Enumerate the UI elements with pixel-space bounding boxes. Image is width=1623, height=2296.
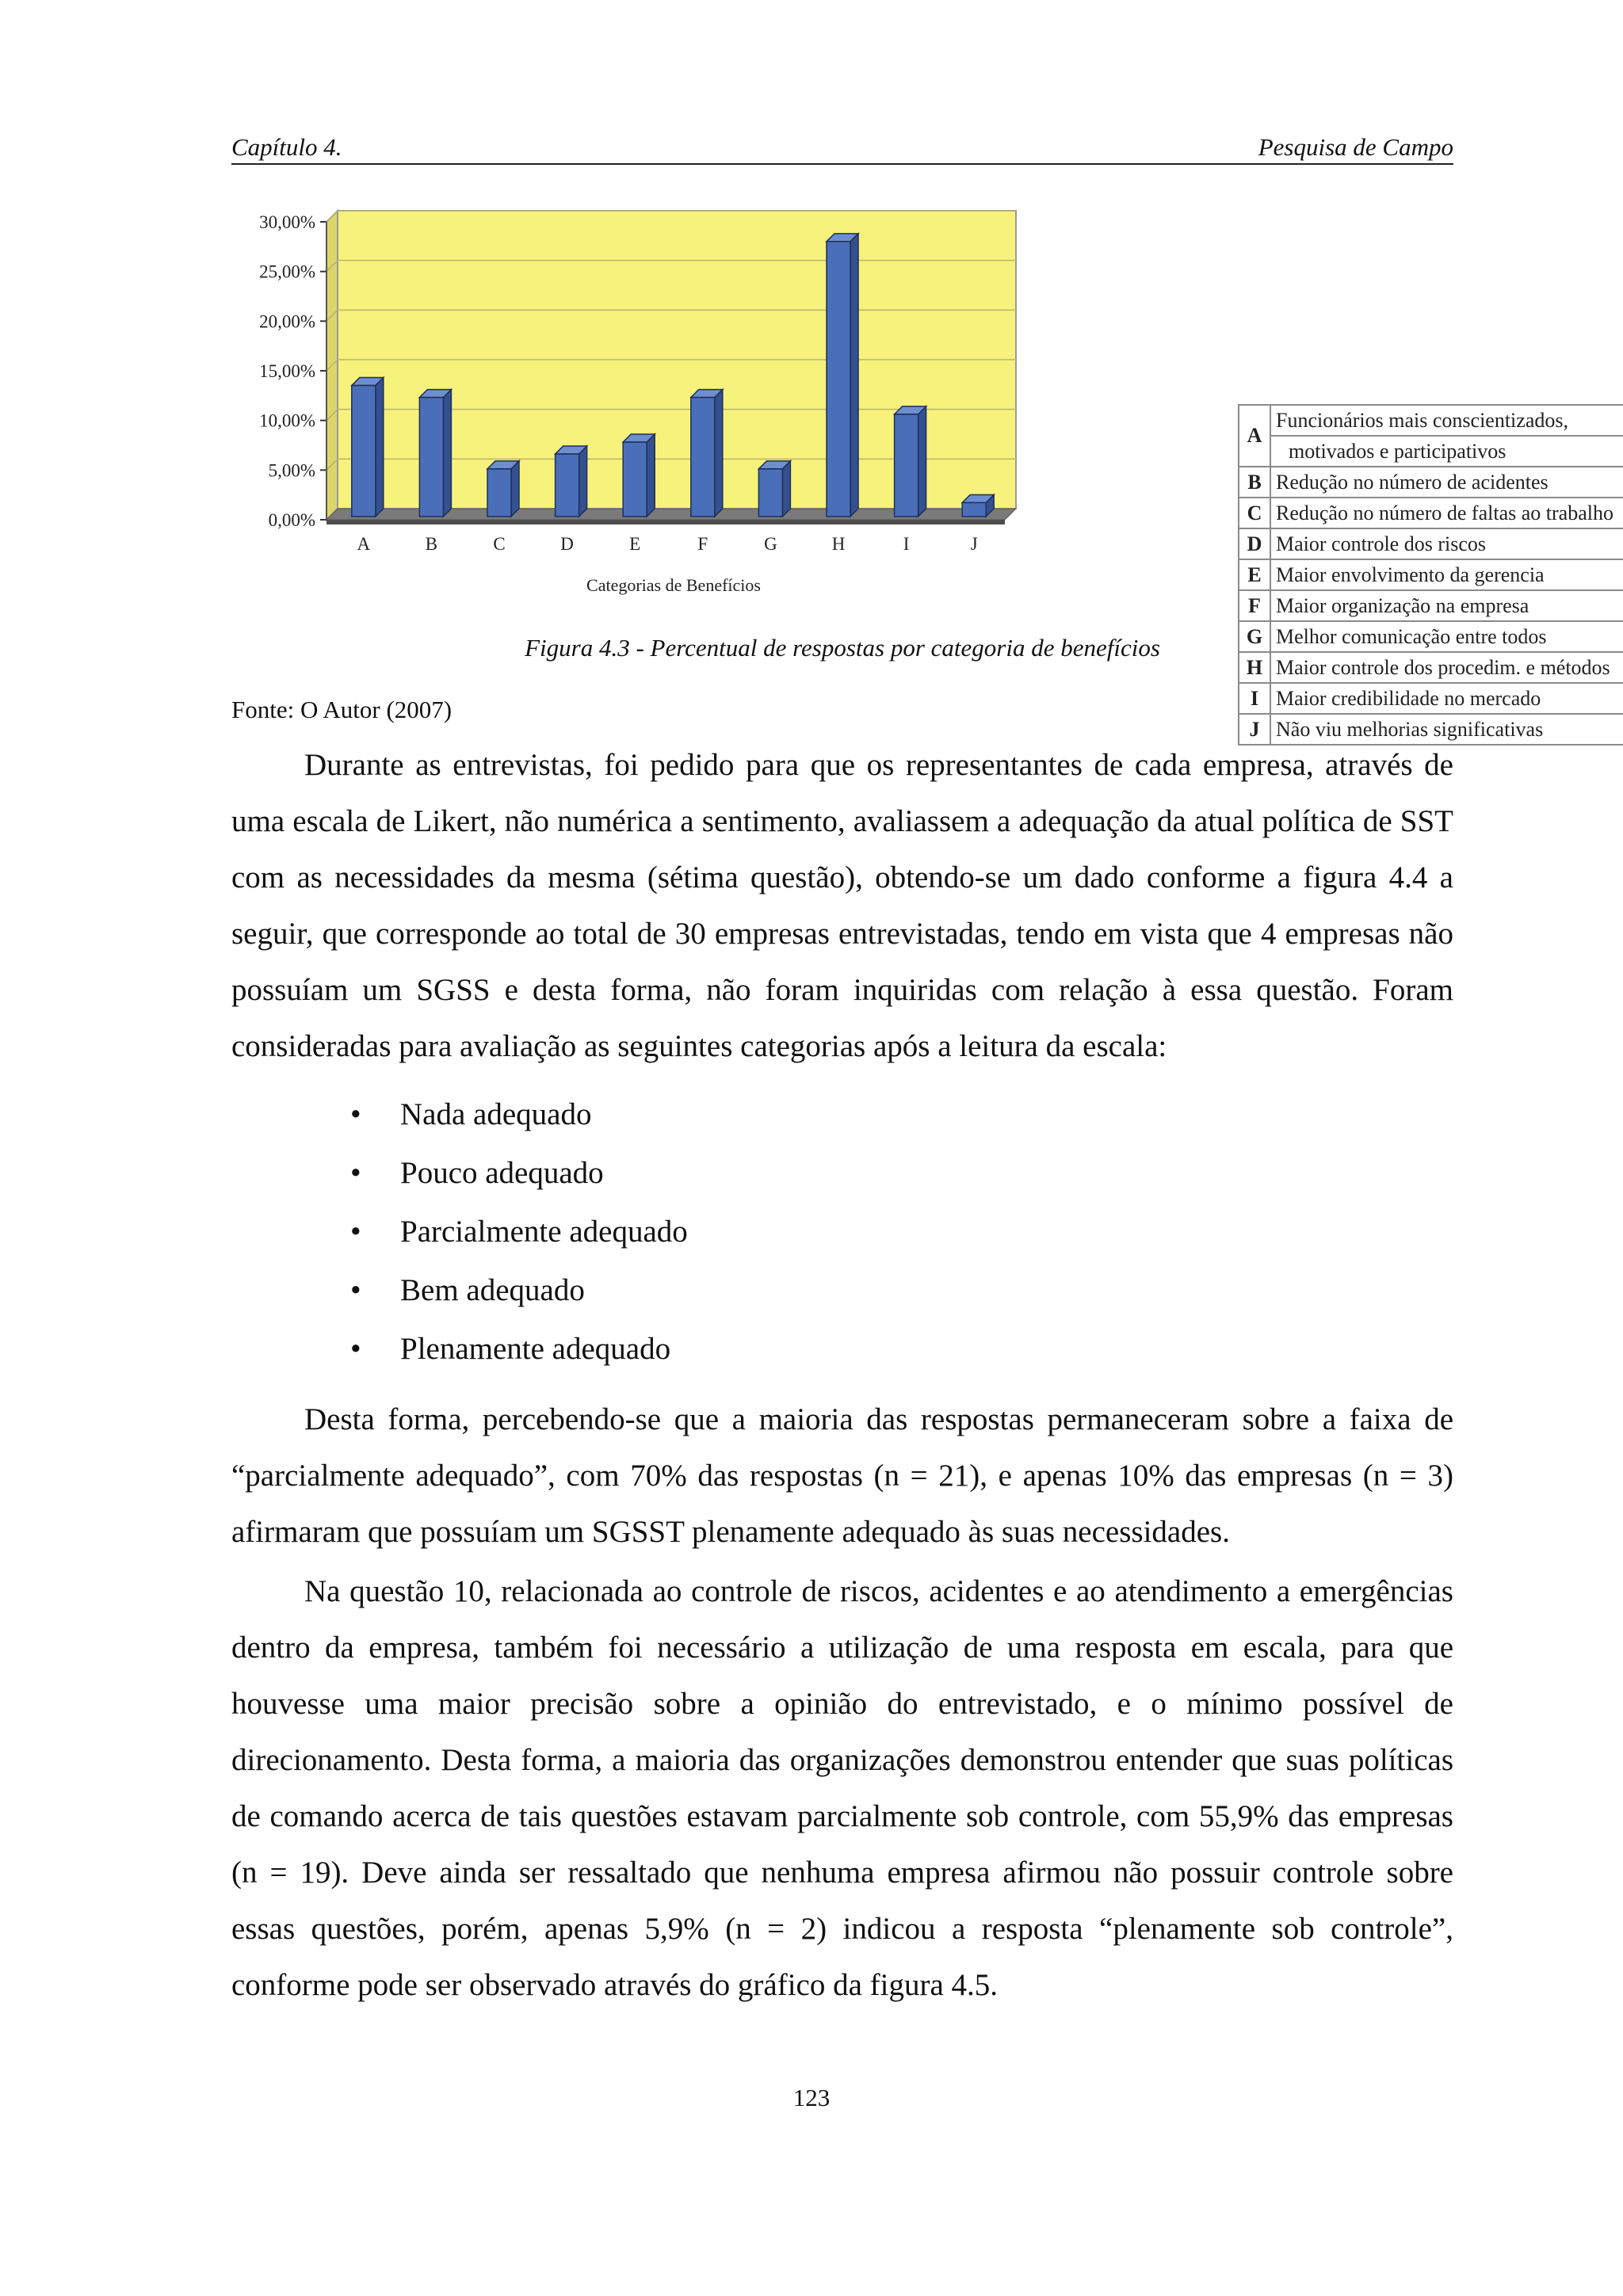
legend-label: Maior credibilidade no mercado [1270,683,1623,714]
bar-J [962,494,994,517]
legend-label: Redução no número de faltas ao trabalho [1270,498,1623,528]
x-tick-label: G [764,534,777,554]
list-item-text: Pouco adequado [400,1156,604,1190]
x-tick-label: A [357,534,371,554]
bullet-icon: • [350,1215,361,1249]
legend-label: Funcionários mais conscientizados, [1270,405,1623,436]
bullet-list [231,1085,1453,1379]
chapter-label: Capítulo 4. [231,133,342,161]
legend-label: Maior organização na empresa [1270,590,1623,621]
figure-source: Fonte: O Autor (2007) [231,696,453,723]
legend-label-continuation: motivados e participativos [1270,436,1623,467]
legend-row-E [1239,559,1623,590]
bar-side [715,390,723,517]
list-item [231,1085,1453,1144]
legend-row-B [1239,467,1623,498]
legend-key: E [1239,559,1270,590]
bullet-icon: • [350,1156,361,1190]
y-tick-label: 15,00% [259,361,315,381]
legend-key: B [1239,467,1270,498]
legend-key: C [1239,498,1270,528]
list-item-text: Plenamente adequado [400,1332,671,1366]
section-label: Pesquisa de Campo [1258,133,1453,161]
bar-front [556,454,579,517]
bullet-icon: • [350,1332,361,1366]
paragraph-2: Desta forma, percebendo-se que a maioria das respostas permaneceram sobre a faixa de “parcialmente adequado”, com 70% das respostas (n = 21), e apenas 10% das empresas (n = 3) afirmaram que possuíam um SGSST plenamente adequado às suas necessidades. [231,1402,1453,1549]
bar-front [895,414,918,517]
legend-row-A-cont [1239,436,1623,467]
running-header [231,133,1453,165]
plot-floor-edge [327,520,1005,524]
list-item-text: Nada adequado [400,1097,592,1131]
legend-label: Maior controle dos procedim. e métodos [1270,652,1623,683]
list-item-text: Bem adequado [400,1273,585,1307]
bar-I [895,406,926,517]
bullet-icon: • [350,1097,361,1131]
bar-front [962,502,986,517]
legend-label: Redução no número de acidentes [1270,467,1623,498]
body-text [231,737,1453,2013]
x-tick-label: D [560,534,574,554]
y-tick-label: 30,00% [259,212,315,232]
legend-key: F [1239,590,1270,621]
x-tick-label: E [629,534,641,554]
bar-A [352,378,384,517]
x-tick-label: J [970,534,978,554]
bar-F [691,390,723,517]
list-item [231,1144,1453,1203]
list-item-text: Parcialmente adequado [400,1215,688,1249]
bar-chart [231,198,1222,610]
bar-side [918,406,926,517]
bar-side [850,234,858,517]
bar-H [827,234,858,517]
paragraph-3: Na questão 10, relacionada ao controle de riscos, acidentes e ao atendimento a emergências dentro da empresa, também foi necessário a utilização de uma resposta em escala, para que houvesse uma maior precisão sobre a opinião do entrevistado, e o mínimo possível de direcionamento. Desta forma, a maioria das organizações demonstrou entender que suas políticas de comando acerca de tais questões estavam parcialmente sob controle, com 55,9% das empresas (n = 19). Deve ainda ser ressaltado que nenhuma empresa afirmou não possuir controle sobre essas questões, porém, apenas 5,9% (n = 2) indicou a resposta “plenamente sob controle”, conforme pode ser observado através do gráfico da figura 4.5. [231,1574,1453,2002]
legend-key: A [1239,405,1270,467]
bar-side [511,461,519,517]
bar-front [419,398,443,517]
bar-front [623,442,647,517]
legend-row-F [1239,590,1623,621]
legend-key: I [1239,683,1270,714]
y-tick-label: 20,00% [259,311,315,332]
page-number: 123 [792,2084,831,2111]
bar-E [623,434,655,517]
bar-front [758,469,782,517]
bar-C [487,461,519,517]
bar-front [352,386,376,517]
bar-side [579,446,587,517]
legend-row-D [1239,528,1623,559]
legend-key: H [1239,652,1270,683]
list-item [231,1203,1453,1261]
legend-label: Maior controle dos riscos [1270,528,1623,559]
bar-side [443,390,451,517]
bar-side [647,434,655,517]
bar-G [758,461,790,517]
bar-side [782,461,790,517]
x-axis-label: Categorias de Benefícios [586,575,761,595]
legend-label: Maior envolvimento da gerencia [1270,559,1623,590]
x-tick-label: I [903,534,910,554]
y-tick-label: 0,00% [268,510,315,530]
y-tick-label: 25,00% [259,261,315,282]
legend-label: Não viu melhorias significativas [1270,714,1623,745]
bar-front [827,242,850,517]
bar-side [376,378,384,517]
list-item [231,1261,1453,1320]
bullet-icon: • [350,1273,361,1307]
legend-row-A [1239,405,1623,436]
legend-key: D [1239,528,1270,559]
legend-row-I [1239,683,1623,714]
x-tick-label: C [493,534,506,554]
legend-key: G [1239,621,1270,652]
bar-front [487,469,511,517]
y-tick-label: 10,00% [259,410,315,431]
bar-front [691,398,715,517]
bar-D [556,446,587,517]
x-tick-label: H [831,534,846,554]
y-tick-label: 5,00% [268,460,315,481]
list-item [231,1320,1453,1379]
figure-caption: Figura 4.3 - Percentual de respostas por categoria de benefícios [525,634,1160,662]
x-tick-label: B [425,534,438,554]
x-tick-label: F [697,534,708,554]
legend-row-C [1239,498,1623,528]
paragraph-1: Durante as entrevistas, foi pedido para que os representantes de cada empresa, através de uma escala de Likert, não numérica a sentimento, avaliassem a adequação da atual política de SST com as necessidades da mesma (sétima questão), obtendo-se um dado conforme a figura 4.4 a seguir, que corresponde ao total de 30 empresas entrevistadas, tendo em vista que 4 empresas não possuíam um SGSS e desta forma, não foram inquiridas com relação à essa questão. Foram consideradas para avaliação as seguintes categorias após a leitura da escala: [231,748,1453,1063]
chart-legend [1238,404,1623,746]
legend-label: Melhor comunicação entre todos [1270,621,1623,652]
legend-key: J [1239,714,1270,745]
bar-B [419,390,451,517]
